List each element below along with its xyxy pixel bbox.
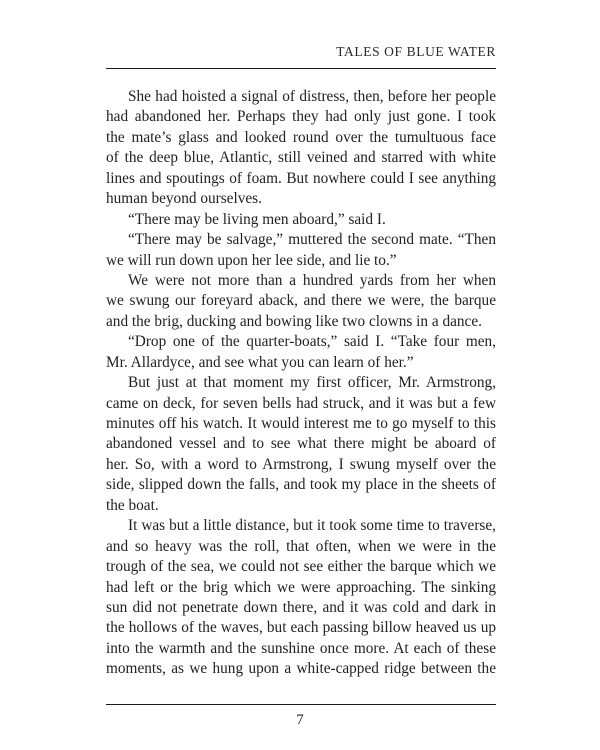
text-line: side, slipped down the falls, and took my place in the sheets of — [106, 476, 496, 494]
text-line: moments, as we hung upon a white-capped ridge between the — [106, 660, 496, 678]
text-line: had left or the brig which we were approaching. The sinking — [106, 578, 496, 596]
text-line: we will run down upon her lee side, and lie to.” — [106, 251, 397, 269]
text-line: She had hoisted a signal of distress, then, before her people — [128, 88, 496, 105]
text-line: of the deep blue, Atlantic, still veined and starred with white — [106, 149, 496, 167]
text-line: Mr. Allardyce, and see what you can learn of her.” — [106, 353, 414, 371]
text-line: “Drop one of the quarter-boats,” said I. “Take four men, — [128, 333, 496, 351]
text-line: It was but a little distance, but it took some time to traverse, — [128, 517, 496, 535]
text-line: lines and spoutings of foam. But nowhere could I see anything — [106, 169, 496, 187]
text-line: the hollows of the waves, but each passing billow heaved us up — [106, 619, 496, 637]
text-line: minutes off his watch. It would interest me to go myself to this — [106, 415, 496, 432]
text-line: we swung our foreyard aback, and there we were, the barque — [106, 292, 496, 310]
text-line: the mate’s glass and looked round over the tumultuous face — [106, 128, 496, 146]
text-line: “There may be living men aboard,” said I. — [128, 210, 386, 228]
text-line: trough of the sea, we could not see either the barque which we — [106, 558, 496, 576]
text-line: abandoned vessel and to see what there might be aboard of — [106, 435, 496, 453]
text-line: into the warmth and the sunshine once more. At each of these — [106, 639, 496, 657]
running-head-title: TALES OF BLUE WATER — [336, 44, 496, 59]
text-line: We were not more than a hundred yards from her when — [128, 271, 496, 289]
body-text — [106, 87, 496, 680]
header-rule — [106, 68, 496, 69]
text-line: sun did not penetrate down there, and it was cold and dark in — [106, 598, 496, 616]
text-line: and the brig, ducking and bowing like two clowns in a dance. — [106, 312, 482, 330]
text-line: her. So, with a word to Armstrong, I swung myself over the — [106, 455, 496, 473]
text-line: and so heavy was the roll, that often, when we were in the — [106, 537, 496, 555]
text-line: human beyond ourselves. — [106, 190, 262, 208]
text-line: came on deck, for seven bells had struck, and it was but a few — [106, 394, 496, 412]
text-line: had abandoned her. Perhaps they had only just gone. I took — [106, 108, 496, 126]
footer-rule — [106, 704, 496, 705]
text-line: “There may be salvage,” muttered the second mate. “Then — [128, 231, 496, 249]
text-line: the boat. — [106, 496, 159, 514]
page-number: 7 — [296, 712, 304, 728]
text-line: But just at that moment my first officer, Mr. Armstrong, — [128, 374, 496, 392]
